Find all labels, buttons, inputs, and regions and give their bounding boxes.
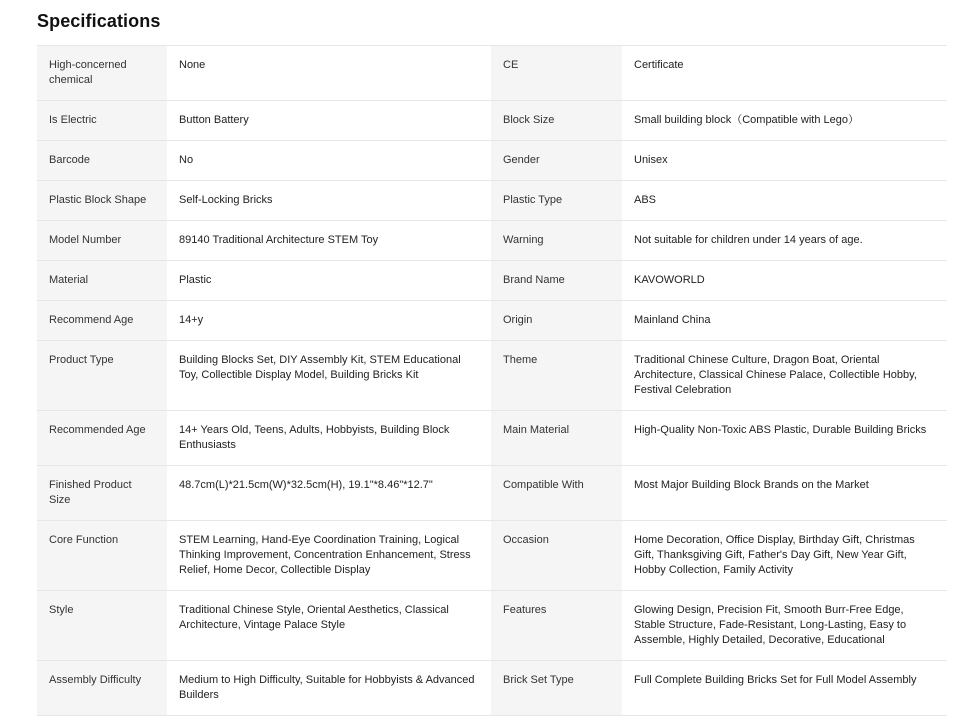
spec-label: Style: [37, 591, 167, 661]
spec-value: No: [167, 141, 491, 181]
table-row: [37, 141, 947, 181]
spec-label: Features: [491, 591, 622, 661]
spec-label: Compatible With: [491, 466, 622, 521]
spec-value: None: [167, 46, 491, 101]
spec-value: Home Decoration, Office Display, Birthday Gift, Christmas Gift, Thanksgiving Gift, Father's Day Gift, New Year Gift, Hobby Collection, Family Activity: [622, 521, 947, 591]
spec-label: Plastic Block Shape: [37, 181, 167, 221]
specifications-table: [37, 45, 947, 716]
table-row: [37, 101, 947, 141]
spec-label: Assembly Difficulty: [37, 661, 167, 716]
spec-label: Recommend Age: [37, 301, 167, 341]
spec-value: 89140 Traditional Architecture STEM Toy: [167, 221, 491, 261]
table-row: [37, 46, 947, 101]
table-row: [37, 301, 947, 341]
table-row: [37, 411, 947, 466]
spec-label: Finished Product Size: [37, 466, 167, 521]
spec-value: Full Complete Building Bricks Set for Full Model Assembly: [622, 661, 947, 716]
spec-label: Warning: [491, 221, 622, 261]
spec-value: 48.7cm(L)*21.5cm(W)*32.5cm(H), 19.1"*8.46"*12.7": [167, 466, 491, 521]
spec-label: Model Number: [37, 221, 167, 261]
spec-value: Button Battery: [167, 101, 491, 141]
page-title: Specifications: [37, 11, 161, 31]
spec-value: Small building block（Compatible with Lego）: [622, 101, 947, 141]
spec-label: CE: [491, 46, 622, 101]
spec-value: High-Quality Non-Toxic ABS Plastic, Durable Building Bricks: [622, 411, 947, 466]
spec-label: Origin: [491, 301, 622, 341]
spec-value: ABS: [622, 181, 947, 221]
spec-label: Brand Name: [491, 261, 622, 301]
table-row: [37, 181, 947, 221]
spec-label: Product Type: [37, 341, 167, 411]
spec-value: Glowing Design, Precision Fit, Smooth Burr-Free Edge, Stable Structure, Fade-Resistant, Long-Lasting, Easy to Assemble, Highly Detailed, Decorative, Educational: [622, 591, 947, 661]
table-row: [37, 466, 947, 521]
spec-label: Barcode: [37, 141, 167, 181]
spec-value: Traditional Chinese Style, Oriental Aesthetics, Classical Architecture, Vintage Palace Style: [167, 591, 491, 661]
spec-value: STEM Learning, Hand-Eye Coordination Training, Logical Thinking Improvement, Concentration Enhancement, Stress Relief, Home Decor, Collectible Display: [167, 521, 491, 591]
spec-label: Occasion: [491, 521, 622, 591]
table-row: [37, 341, 947, 411]
spec-label: Material: [37, 261, 167, 301]
spec-label: High-concerned chemical: [37, 46, 167, 101]
spec-label: Gender: [491, 141, 622, 181]
table-row: [37, 591, 947, 661]
spec-value: 14+ Years Old, Teens, Adults, Hobbyists, Building Block Enthusiasts: [167, 411, 491, 466]
spec-value: Unisex: [622, 141, 947, 181]
spec-label: Recommended Age: [37, 411, 167, 466]
spec-label: Theme: [491, 341, 622, 411]
spec-value: Not suitable for children under 14 years of age.: [622, 221, 947, 261]
table-row: [37, 521, 947, 591]
spec-label: Block Size: [491, 101, 622, 141]
spec-value: Medium to High Difficulty, Suitable for Hobbyists & Advanced Builders: [167, 661, 491, 716]
spec-value: Most Major Building Block Brands on the Market: [622, 466, 947, 521]
spec-value: Building Blocks Set, DIY Assembly Kit, STEM Educational Toy, Collectible Display Model, Building Bricks Kit: [167, 341, 491, 411]
spec-value: Plastic: [167, 261, 491, 301]
spec-label: Brick Set Type: [491, 661, 622, 716]
spec-label: Main Material: [491, 411, 622, 466]
spec-label: Is Electric: [37, 101, 167, 141]
spec-value: KAVOWORLD: [622, 261, 947, 301]
spec-value: Mainland China: [622, 301, 947, 341]
spec-value: Traditional Chinese Culture, Dragon Boat, Oriental Architecture, Classical Chinese Palace, Collectible Hobby, Festival Celebration: [622, 341, 947, 411]
table-row: [37, 261, 947, 301]
spec-value: 14+y: [167, 301, 491, 341]
spec-value: Certificate: [622, 46, 947, 101]
table-row: [37, 221, 947, 261]
table-row: [37, 661, 947, 716]
spec-label: Core Function: [37, 521, 167, 591]
specifications-table-body: [37, 46, 947, 716]
spec-value: Self-Locking Bricks: [167, 181, 491, 221]
spec-label: Plastic Type: [491, 181, 622, 221]
